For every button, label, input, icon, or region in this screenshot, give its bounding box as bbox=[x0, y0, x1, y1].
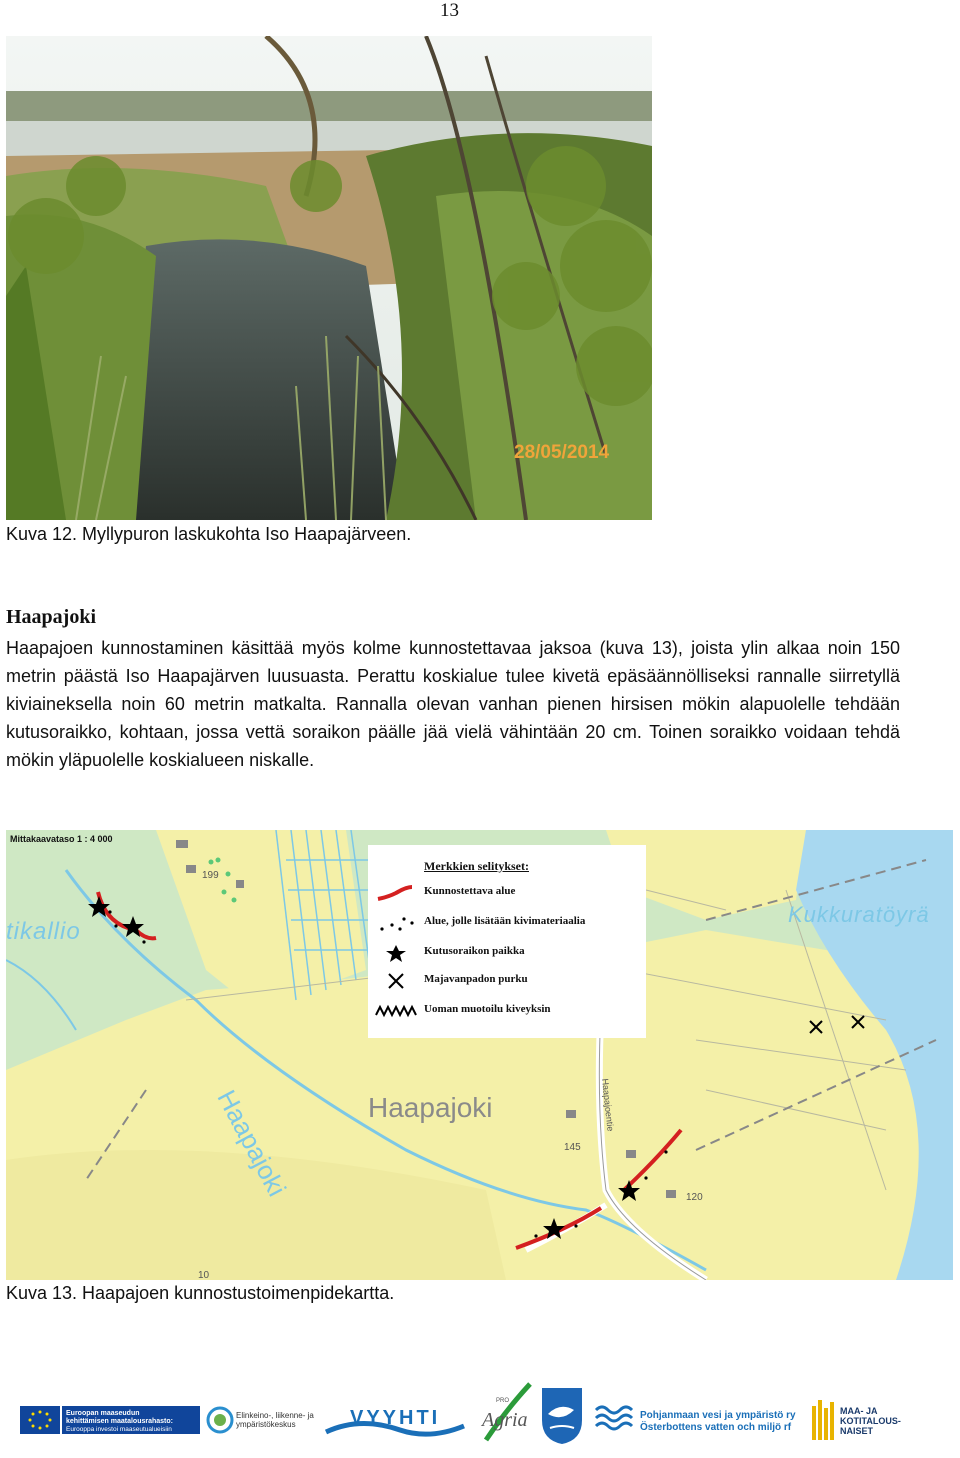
svg-text:Österbottens vatten och miljö: Österbottens vatten och miljö rf bbox=[640, 1422, 792, 1433]
svg-text:kehittämisen maatalousrahasto:: kehittämisen maatalousrahasto: bbox=[66, 1418, 173, 1425]
map-scale: Mittakaavataso 1 : 4 000 bbox=[10, 834, 113, 844]
map-label-kallio: tikallio bbox=[6, 918, 81, 945]
svg-text:VYYHTI: VYYHTI bbox=[350, 1407, 441, 1429]
maa-ja-kotitalousnaiset-logo bbox=[810, 1380, 910, 1446]
map-legend bbox=[368, 845, 646, 1038]
photo-date-stamp: 28/05/2014 bbox=[514, 442, 610, 463]
pohjanmaan-logo bbox=[594, 1380, 804, 1446]
legend-label: Uoman muotoilu kiveyksin bbox=[424, 1003, 551, 1015]
svg-text:Agria: Agria bbox=[482, 1409, 528, 1431]
photo-caption: Kuva 12. Myllypuron laskukohta Iso Haapajärveen. bbox=[6, 524, 412, 544]
red-line-icon bbox=[374, 883, 418, 903]
map-label-river: Haapajoki bbox=[211, 1085, 293, 1202]
legend-label: Majavanpadon purku bbox=[424, 973, 528, 985]
svg-text:NAISET: NAISET bbox=[840, 1426, 874, 1436]
map-number-120: 120 bbox=[686, 1192, 703, 1203]
map-number-10: 10 bbox=[198, 1270, 210, 1280]
legend-label: Kutusoraikon paikka bbox=[424, 945, 525, 957]
creek-photo bbox=[6, 36, 652, 520]
eu-logo bbox=[20, 1380, 200, 1446]
map-caption: Kuva 13. Haapajoen kunnostustoimenpidekartta. bbox=[6, 1283, 395, 1303]
legend-item-restoration bbox=[368, 881, 646, 905]
svg-text:Elinkeino-, liikenne- ja: Elinkeino-, liikenne- ja bbox=[236, 1411, 314, 1420]
legend-label: Kunnostettava alue bbox=[424, 885, 516, 897]
cross-icon bbox=[374, 971, 418, 991]
svg-text:Eurooppa investoi maaseutualue: Eurooppa investoi maaseutualueisiin bbox=[66, 1426, 172, 1433]
proagria-logo bbox=[476, 1380, 536, 1446]
legend-item-spawning bbox=[368, 941, 646, 965]
map-label-area: Haapajoki bbox=[368, 1092, 493, 1123]
restoration-map bbox=[6, 830, 953, 1280]
legend-label: Alue, jolle lisätään kivimateriaalia bbox=[424, 915, 586, 927]
dots-icon bbox=[374, 913, 418, 933]
map-label-kukkuratoyra: Kukkuratöyrä bbox=[788, 902, 930, 927]
legend-item-stones bbox=[368, 911, 646, 935]
zigzag-icon bbox=[374, 1001, 418, 1021]
section-paragraph: Haapajoen kunnostaminen käsittää myös kolme kunnostettavaa jaksoa (kuva 13), joista ylin alkaa noin 150 metrin päästä Iso Haapajärven luusuasta. Perattu koskialue tulee kivetä epäsäännölliseksi rannalle siirretyllä kiviaineksella noin 60 metrin matkalta. Rannalla olevan vanhan pienen hirsisen mökin alapuolelle tehdään kutusoraikko, kohtaan, jossa vettä soraikon päälle jää vielä vähintään 20 cm. Toinen soraikko voidaan tehdä mökin yläpuolelle koskialueen niskalle. bbox=[6, 638, 900, 770]
legend-item-beaver-dam bbox=[368, 969, 646, 993]
svg-text:KOTITALOUS-: KOTITALOUS- bbox=[840, 1416, 901, 1426]
svg-text:MAA- JA: MAA- JA bbox=[840, 1406, 878, 1416]
section-heading: Haapajoki bbox=[6, 606, 97, 628]
vyyhti-logo bbox=[320, 1380, 470, 1446]
legend-item-channel-shaping bbox=[368, 999, 646, 1023]
map-label-road: Haapajoentie bbox=[600, 1078, 616, 1132]
page-number: 13 bbox=[440, 0, 459, 21]
svg-text:PRO: PRO bbox=[496, 1398, 510, 1404]
ely-logo bbox=[206, 1380, 316, 1446]
map-number-145: 145 bbox=[564, 1142, 581, 1153]
map-number-199: 199 bbox=[202, 870, 219, 881]
svg-text:ympäristökeskus: ympäristökeskus bbox=[236, 1420, 296, 1429]
star-icon bbox=[374, 943, 418, 963]
svg-text:Euroopan maaseudun: Euroopan maaseudun bbox=[66, 1410, 140, 1417]
sponsor-logos bbox=[20, 1380, 940, 1450]
svg-text:Pohjanmaan vesi ja ympäristö r: Pohjanmaan vesi ja ympäristö ry bbox=[640, 1410, 796, 1421]
fish-shield-logo bbox=[540, 1380, 584, 1446]
legend-title: Merkkien selitykset: bbox=[424, 859, 529, 873]
